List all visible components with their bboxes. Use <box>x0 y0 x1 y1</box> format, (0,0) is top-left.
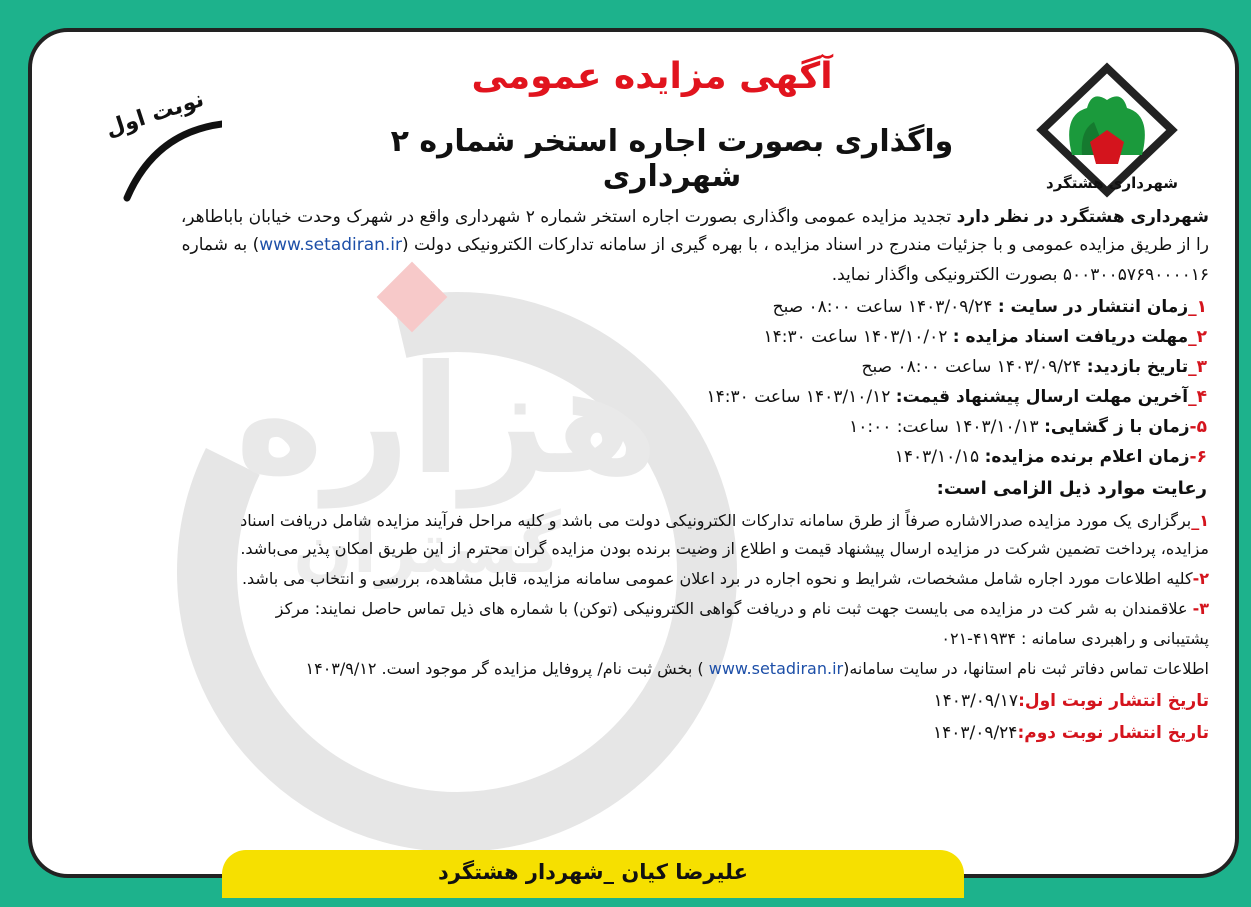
contact-line: اطلاعات تماس دفاتر ثبت نام استانها، در سایت سامانه(www.setadiran.ir ) بخش ثبت نام/ پروفایل مزایده گر موجود است. ۱۴۰۳/۹/۱۲ <box>305 659 1209 678</box>
rules-heading: رعایت موارد ذیل الزامی است: <box>936 478 1207 499</box>
schedule-item: ۱_زمان انتشار در سایت : ۱۴۰۳/۰۹/۲۴ ساعت ۰۸:۰۰ صبح <box>772 297 1207 317</box>
rule-1-line-2: مزایده، پرداخت تضمین شرکت در مزایده ارسال پیشنهاد قیمت و اطلاع از وضیت برنده بودن مزایده گران محترم از این طریق امکان پذیر می‌باشد. <box>240 539 1209 558</box>
watermark-subtext: گستران <box>293 507 561 589</box>
setadiran-link[interactable]: www.setadiran.ir <box>708 659 844 678</box>
rule-3-line-2: پشتیبانی و راهبردی سامانه : ۴۱۹۳۴-۰۲۱ <box>941 629 1209 648</box>
round-badge-label: نوبت اول <box>102 86 207 143</box>
page-frame <box>8 8 1241 899</box>
intro-text-2b: ) به شماره <box>181 235 260 255</box>
intro-line-1 <box>181 204 1209 230</box>
schedule-item: ۵-زمان با ز گشایی: ۱۴۰۳/۱۰/۱۳ ساعت: ۱۰:۰۰ <box>849 417 1207 437</box>
rule-3-line-1: ۳- علاقمندان به شر کت در مزایده می بایست جهت ثبت نام و دریافت گواهی الکترونیکی (توکن) با شماره های ذیل تماس حاصل نمایند: مرکز <box>275 599 1209 618</box>
intro-line-3: ۵۰۰۳۰۰۵۷۶۹۰۰۰۰۱۶ بصورت الکترونیکی واگذار نماید. <box>831 265 1209 285</box>
rule-2-line-1: ۲-کلیه اطلاعات مورد اجاره شامل مشخصات، شرایط و نحوه اجاره در برد اعلان عمومی سامانه مزایده، قابل مشاهده، بررسی و انتخاب می باشد. <box>241 569 1209 588</box>
rule-1-line-1: ۱_برگزاری یک مورد مزایده صدرالاشاره صرفاً از طرق سامانه تدارکات الکترونیکی دولت می باشد و کلیه مراحل فرآیند مزایده شامل دریافت اسناد <box>240 511 1209 530</box>
notice-title: آگهی مزایده عمومی <box>471 56 833 97</box>
notice-subtitle: واگذاری بصورت اجاره استخر شماره ۲ شهرداری <box>390 124 954 194</box>
watermark-text: هزاره <box>235 334 659 508</box>
schedule-item: ۲_مهلت دریافت اسناد مزایده : ۱۴۰۳/۱۰/۰۲ ساعت ۱۴:۳۰ <box>763 327 1207 347</box>
intro-lead: شهرداری هشتگرد در نظر دارد <box>956 207 1209 227</box>
publication-date-first: تاریخ انتشار نوبت اول:۱۴۰۳/۰۹/۱۷ <box>933 691 1209 711</box>
notice-card <box>28 28 1239 878</box>
setadiran-link[interactable]: www.setadiran.ir <box>259 235 402 255</box>
signature-banner: علیرضا کیان _شهردار هشتگرد <box>222 850 964 898</box>
logo-caption: شهرداری هشتگرد <box>1046 174 1178 192</box>
round-badge <box>72 88 222 208</box>
schedule-item: ۴_آخرین مهلت ارسال پیشنهاد قیمت: ۱۴۰۳/۱۰/۱۲ ساعت ۱۴:۳۰ <box>706 387 1207 407</box>
publication-date-second: تاریخ انتشار نوبت دوم:۱۴۰۳/۰۹/۲۴ <box>932 723 1209 743</box>
intro-line-2 <box>182 232 1209 258</box>
intro-text-1: تجدید مزایده عمومی واگذاری بصورت اجاره استخر شماره ۲ شهرداری واقع در شهرک وحدت خیابان باباطاهر، <box>180 207 957 227</box>
schedule-item: ۶-زمان اعلام برنده مزایده: ۱۴۰۳/۱۰/۱۵ <box>894 447 1207 467</box>
intro-text-2a: را از طریق مزایده عمومی و با جزئیات مندرج در اسناد مزایده ، با بهره گیری از سامانه تدارکات الکترونیکی دولت ( <box>402 235 1209 255</box>
schedule-item: ۳_تاریخ بازدید: ۱۴۰۳/۰۹/۲۴ ساعت ۰۸:۰۰ صبح <box>861 357 1207 377</box>
